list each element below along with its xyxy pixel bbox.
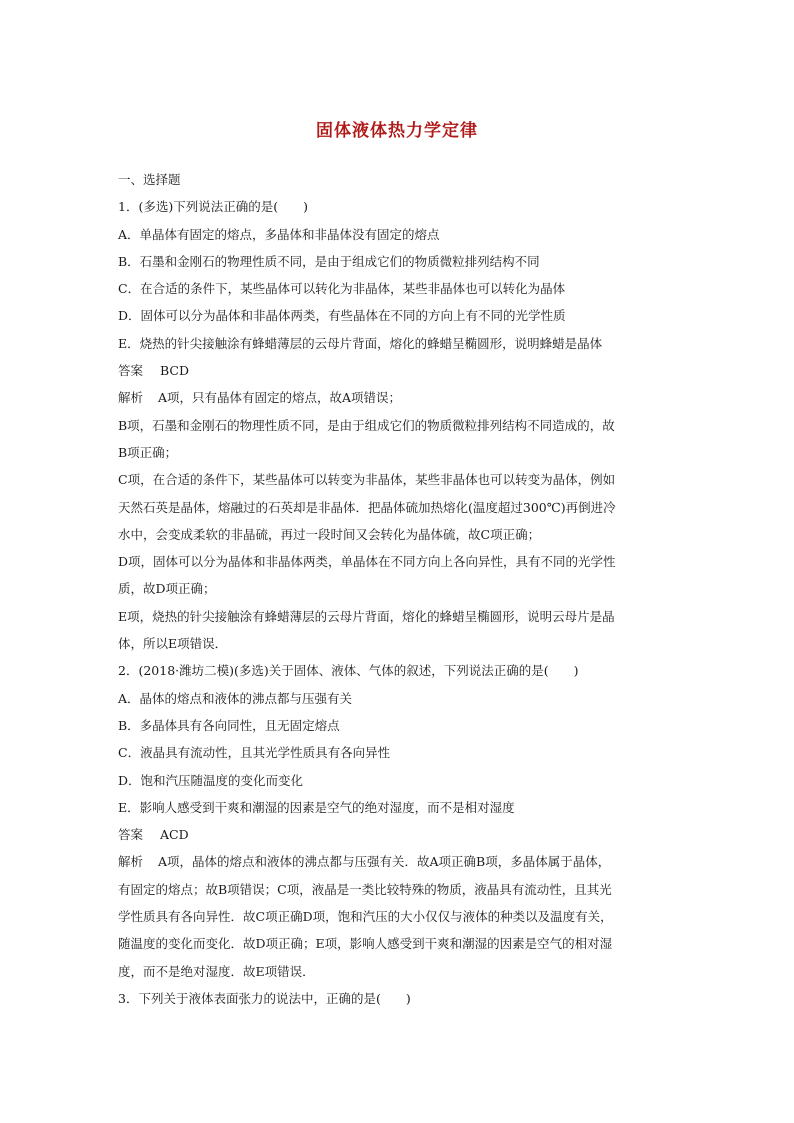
- answer-label: 答案: [118, 827, 144, 843]
- answer-value: BCD: [160, 363, 190, 379]
- question-1-analysis-line: B项正确；: [118, 444, 178, 460]
- question-2-analysis-line: 有固定的熔点；故B项错误；C项，液晶是一类比较特殊的物质，液晶具有流动性，且其光: [118, 881, 612, 897]
- question-2-option-b: B．多晶体具有各向同性，且无固定熔点: [118, 717, 340, 733]
- answer-value: ACD: [160, 827, 189, 843]
- question-1-analysis-line: 水中，会变成柔软的非晶硫，再过一段时间又会转化为晶体硫，故C项正确；: [118, 526, 541, 542]
- question-2-option-a: A．晶体的熔点和液体的沸点都与压强有关: [118, 690, 353, 706]
- question-2-analysis-line: 度，而不是绝对湿度．故E项错误．: [118, 963, 315, 979]
- question-2-option-d: D．饱和汽压随温度的变化而变化: [118, 772, 304, 788]
- question-1-analysis-line: E项，烧热的针尖接触涂有蜂蜡薄层的云母片背面，熔化的蜂蜡呈椭圆形，说明云母片是晶: [118, 608, 615, 624]
- question-2-analysis-line: 学性质具有各向异性．故C项正确D项，饱和汽压的大小仅仅与液体的种类以及温度有关，: [118, 909, 613, 925]
- question-2-stem: 2．(2018·潍坊二模)(多选)关于固体、液体、气体的叙述，下列说法正确的是( ): [118, 663, 579, 679]
- analysis-text: A项，只有晶体有固定的熔点，故A项错误；: [158, 390, 402, 406]
- question-1-analysis-line: 天然石英是晶体，熔融过的石英却是非晶体．把晶体硫加热熔化(温度超过300℃)再倒进冷: [118, 499, 616, 515]
- analysis-text: A项，晶体的熔点和液体的沸点都与压强有关．故A项正确B项，多晶体属于晶体，: [158, 854, 611, 870]
- analysis-label: 解析: [118, 854, 144, 870]
- question-1-analysis-line: [118, 384, 678, 411]
- question-2-option-e: E．影响人感受到干爽和潮湿的因素是空气的绝对湿度，而不是相对湿度: [118, 799, 515, 815]
- question-2-option-c: C．液晶具有流动性，且其光学性质具有各向异性: [118, 745, 391, 761]
- question-1-analysis-line: 质，故D项正确；: [118, 581, 216, 597]
- analysis-label: 解析: [118, 390, 144, 406]
- document-body: [118, 166, 678, 1012]
- question-2-analysis-line: [118, 848, 678, 875]
- question-1-analysis-line: 体，所以E项错误．: [118, 636, 228, 652]
- question-1-analysis-line: C项，在合适的条件下，某些晶体可以转变为非晶体，某些非晶体也可以转变为晶体，例如: [118, 472, 616, 488]
- question-1-stem: 1．(多选)下列说法正确的是( ): [118, 199, 308, 215]
- question-1-option-e: E．烧热的针尖接触涂有蜂蜡薄层的云母片背面，熔化的蜂蜡呈椭圆形，说明蜂蜡是晶体: [118, 335, 603, 351]
- question-1-option-a: A．单晶体有固定的熔点，多晶体和非晶体没有固定的熔点: [118, 226, 440, 242]
- question-2-answer: [118, 821, 678, 848]
- question-1-option-c: C．在合适的条件下，某些晶体可以转化为非晶体，某些非晶体也可以转化为晶体: [118, 281, 566, 297]
- question-2-analysis-line: 随温度的变化而变化．故D项正确；E项，影响人感受到干爽和潮湿的因素是空气的相对湿: [118, 936, 613, 952]
- question-1-analysis-line: B项，石墨和金刚石的物理性质不同，是由于组成它们的物质微粒排列结构不同造成的，故: [118, 417, 615, 433]
- question-1-analysis-line: D项，固体可以分为晶体和非晶体两类，单晶体在不同方向上各向异性，具有不同的光学性: [118, 554, 616, 570]
- question-3-stem: 3．下列关于液体表面张力的说法中，正确的是( ): [118, 990, 411, 1006]
- question-1-option-d: D．固体可以分为晶体和非晶体两类，有些晶体在不同的方向上有不同的光学性质: [118, 308, 566, 324]
- answer-label: 答案: [118, 363, 144, 379]
- question-1-answer: [118, 357, 678, 384]
- section-heading: 一、选择题: [118, 172, 181, 187]
- question-1-option-b: B．石墨和金刚石的物理性质不同，是由于组成它们的物质微粒排列结构不同: [118, 253, 540, 269]
- page-title: 固体液体热力学定律: [316, 121, 478, 141]
